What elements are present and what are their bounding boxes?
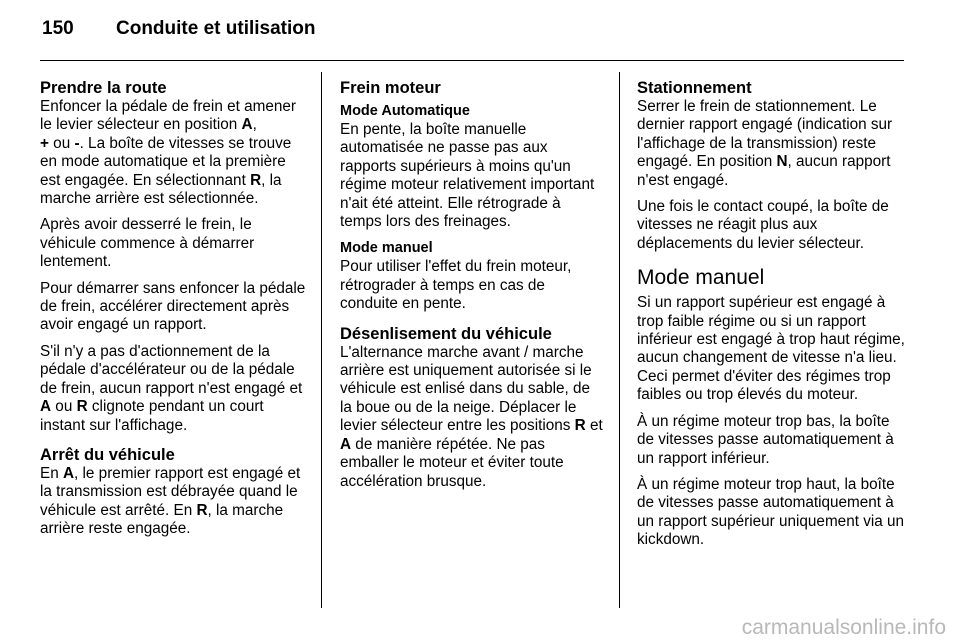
page-header [42,18,316,40]
column-1 [40,78,308,549]
column-2 [340,78,606,501]
watermark: carmanualsonline.info [741,616,946,639]
subsection-title-mode-manuel: Mode manuel [340,240,433,257]
subsection-title-mode-automatique: Mode Automatique [340,103,470,119]
paragraph: À un régime moteur trop bas, la boîte de vitesses passe automatiquement à un rapport inférieur. [637,412,894,467]
paragraph: Enfoncer la pédale de frein et amener le levier sélecteur en position A, + ou -. La boîte de vitesses se trouve en mode automatique et la première est engagée. En sélectionnant R, la marche arrière est sélectionnée. [40,98,296,208]
paragraph: Une fois le contact coupé, la boîte de vitesses ne réagit plus aux déplacements du levier sélecteur. [637,198,889,252]
section-title-stationnement: Stationnement [637,79,752,97]
paragraph: Si un rapport supérieur est engagé à trop faible régime ou si un rapport inférieur est engagé à trop haut régime, aucun changement de vitesse n'a lieu. Ceci permet d'éviter des régimes trop faibles ou trop élevés du moteur. [637,294,905,404]
page-number: 150 [42,18,74,39]
paragraph: En pente, la boîte manuelle automatisée ne passe pas aux rapports supérieurs à moins qu'un régime moteur relativement important n'ait été atteint. Elle rétrograde à temps lors des freinages. [340,121,595,231]
paragraph: Serrer le frein de stationnement. Le dernier rapport engagé (indication sur l'affichage de la transmission) reste engagé. En position N, aucun rapport n'est engagé. [637,98,893,189]
paragraph: En A, le premier rapport est engagé et la transmission est débrayée quand le véhicule est arrêté. En R, la marche arrière reste engagée. [40,464,301,538]
column-divider [321,72,322,608]
paragraph: Pour démarrer sans enfoncer la pédale de frein, accélérer directement après avoir engagé un rapport. [40,279,306,334]
paragraph: L'alternance marche avant / marche arrière est uniquement autorisée si le véhicule est enlisé dans du sable, de la boue ou de la neige. Déplacer le levier sélecteur entre les positions R et A de manière répétée. Ne pas emballer le moteur et éviter toute accélération brusque. [340,343,603,490]
paragraph: Pour utiliser l'effet du frein moteur, rétrograder à temps en cas de conduite en pente. [340,258,572,313]
column-divider [619,72,620,608]
header-rule [40,60,904,61]
paragraph: À un régime moteur trop haut, la boîte de vitesses passe automatiquement à un rapport supérieur uniquement via un kickdown. [637,475,905,549]
page-title: Conduite et utilisation [116,18,316,39]
section-title-frein-moteur: Frein moteur [340,79,441,97]
paragraph: Après avoir desserré le frein, le véhicule commence à démarrer lentement. [40,216,255,271]
section-title-arret-du-vehicule: Arrêt du véhicule [40,445,175,464]
paragraph: S'il n'y a pas d'actionnement de la pédale d'accélérateur ou de la pédale de frein, aucun rapport n'est engagé et A ou R clignote pendant un court instant sur l'affichage. [40,342,303,434]
section-title-mode-manuel: Mode manuel [637,266,765,290]
column-3 [637,78,905,560]
section-title-desenlisement: Désenlisement du véhicule [340,324,552,343]
section-title-prendre-la-route: Prendre la route [40,79,167,97]
